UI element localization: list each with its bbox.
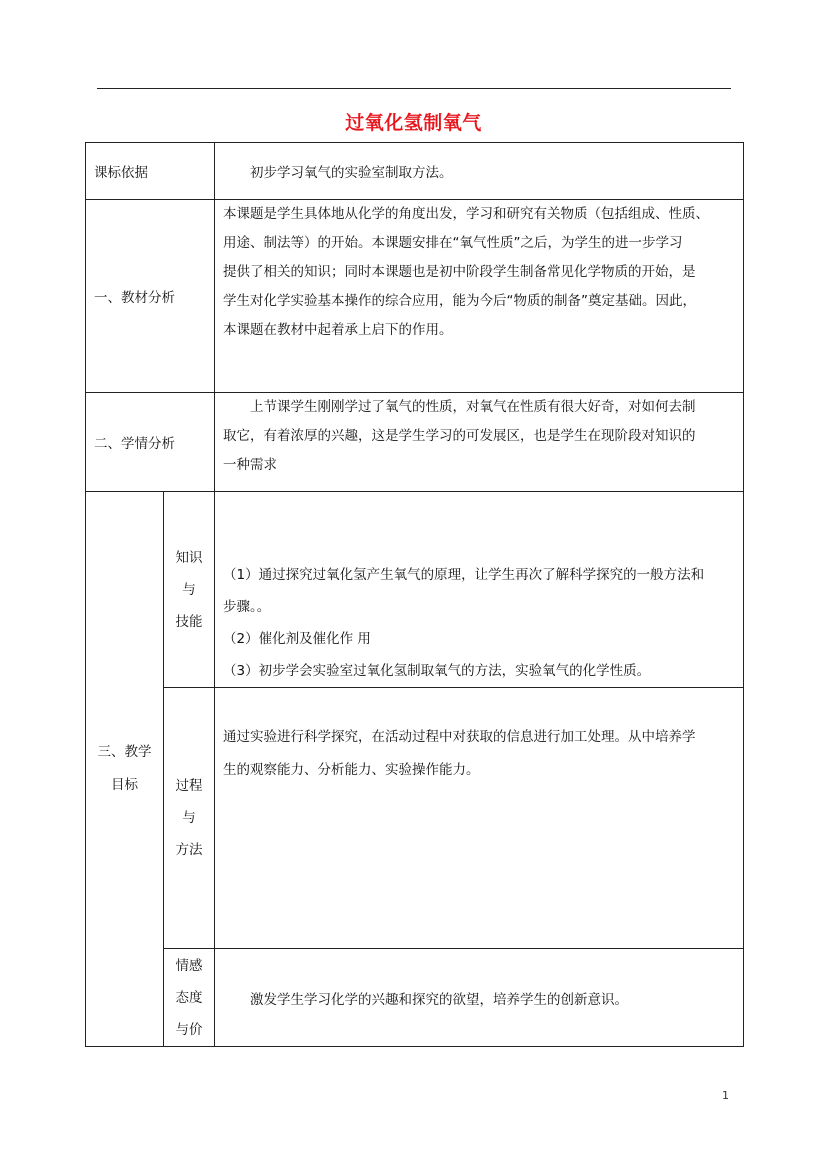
knowledge-line: 步骤。。 — [223, 599, 271, 615]
row-knowledge-skills — [86, 492, 744, 688]
material-line: 本课题是学生具体地从化学的角度出发，学习和研究有关物质（包括组成、性质、 — [223, 206, 709, 222]
student-text — [215, 393, 744, 492]
knowledge-skills-label: 知识 与 技能 — [164, 492, 215, 688]
document-title: 过氧化氢制氧气 — [345, 112, 482, 134]
material-line: 用途、制法等）的开始。本课题安排在“氧气性质”之后，为学生的进一步学习 — [223, 235, 683, 251]
knowledge-line: （3）初步学会实验室过氧化氢制取氧气的方法，实验氧气的化学性质。 — [223, 663, 651, 679]
page-number: 1 — [722, 1089, 729, 1102]
material-line: 本课题在教材中起着承上启下的作用。 — [223, 322, 453, 338]
knowledge-skills-text — [215, 492, 744, 688]
process-line: 生的观察能力、分析能力、实验操作能力。 — [223, 762, 480, 778]
emotion-attitude-label: 情感 态度 与价 — [164, 949, 215, 1047]
material-line: 提供了相关的知识；同时本课题也是初中阶段学生制备常见化学物质的开始，是 — [223, 264, 696, 280]
material-line: 学生对化学实验基本操作的综合应用，能为今后“物质的制备”奠定基础。因此， — [223, 293, 696, 309]
student-line: 一种需求 — [223, 457, 277, 473]
student-line: 取它，有着浓厚的兴趣，这是学生学习的可发展区，也是学生在现阶段对知识的 — [223, 428, 696, 444]
curriculum-text: 初步学习氧气的实验室制取方法。 — [250, 165, 453, 181]
header-rule — [97, 88, 731, 89]
row-emotion-attitude — [86, 949, 744, 1047]
row-student-analysis — [86, 393, 744, 492]
process-line: 通过实验进行科学探究，在活动过程中对获取的信息进行加工处理。从中培养学 — [223, 729, 696, 745]
lesson-plan-table — [85, 142, 744, 1047]
row-material-analysis — [86, 200, 744, 393]
process-methods-text — [215, 688, 744, 949]
knowledge-line: （2）催化剂及催化作 用 — [223, 631, 371, 647]
knowledge-line: （1）通过探究过氧化氢产生氧气的原理，让学生再次了解科学探究的一般方法和 — [223, 567, 705, 583]
student-label: 二、学情分析 — [86, 393, 215, 492]
emotion-attitude-text: 激发学生学习化学的兴趣和探究的欲望，培养学生的创新意识。 — [250, 991, 628, 1008]
row-process-methods — [86, 688, 744, 949]
curriculum-label: 课标依据 — [86, 143, 215, 200]
material-text — [215, 200, 744, 393]
material-label: 一、教材分析 — [86, 200, 215, 393]
student-line: 上节课学生刚刚学过了氧气的性质，对氧气在性质有很大好奇，对如何去制 — [250, 399, 696, 415]
teaching-goals-label: 三、教学 目标 — [86, 492, 164, 1047]
process-methods-label: 过程 与 方法 — [164, 688, 215, 949]
row-curriculum — [86, 143, 744, 200]
